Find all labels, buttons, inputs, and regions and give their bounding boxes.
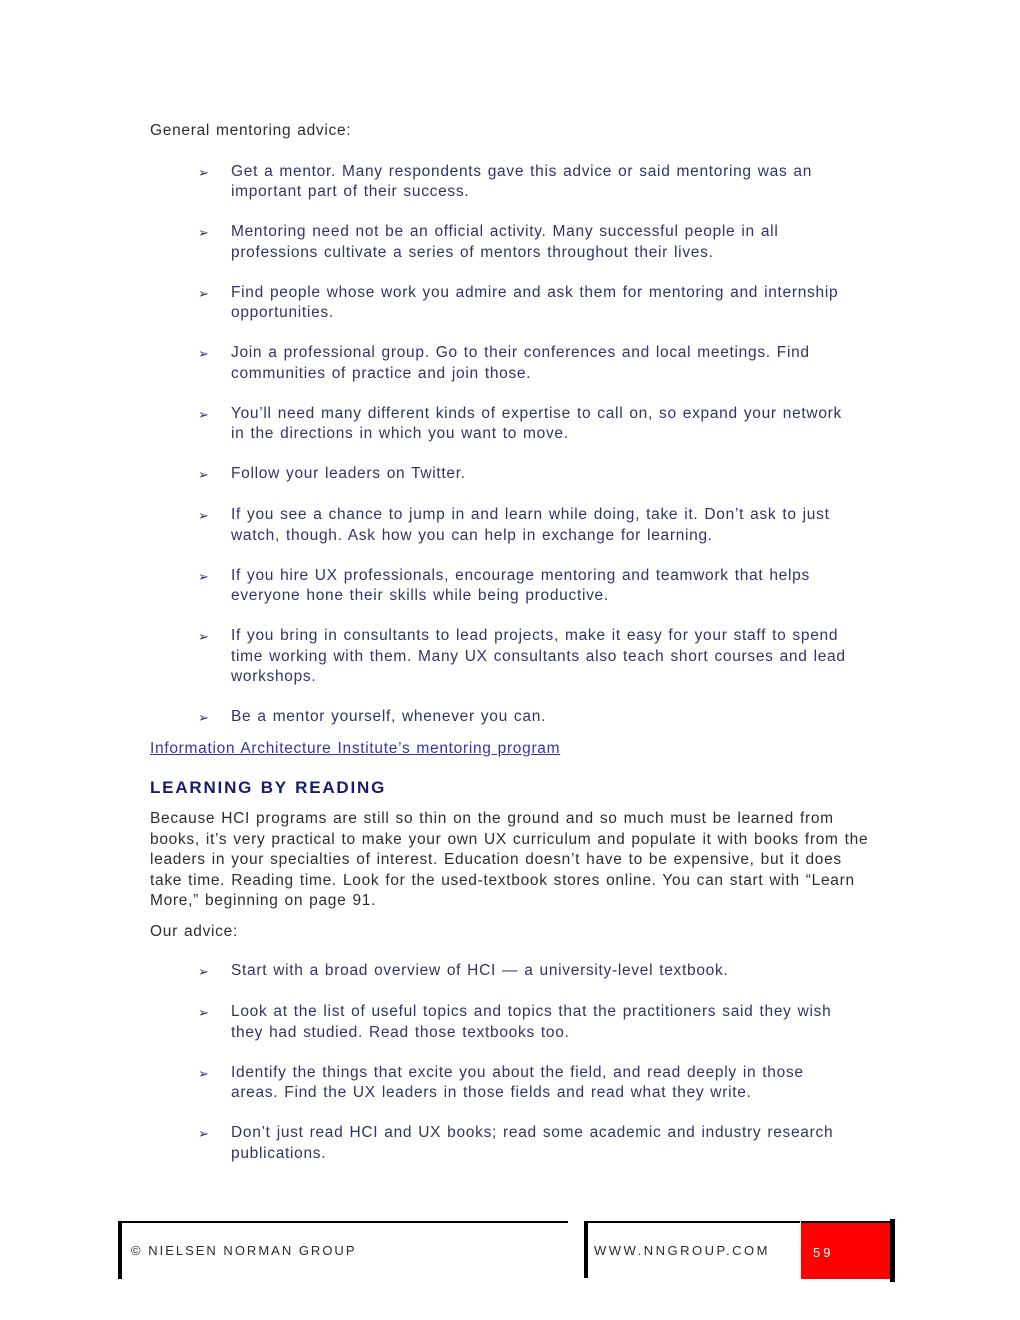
bullet-text: Join a professional group. Go to their conferences and local meetings. Find communities of practice and join those. xyxy=(231,344,810,382)
section-heading: LEARNING BY READING xyxy=(150,778,387,797)
bullet-text: Follow your leaders on Twitter. xyxy=(231,465,466,482)
footer-bar-left xyxy=(118,1221,122,1279)
bullet-text: If you bring in consultants to lead projects, make it easy for your staff to spend time working with them. Many UX consultants also teach short courses and lead workshops. xyxy=(231,627,846,685)
mentoring-advice-list xyxy=(150,162,874,729)
list-item xyxy=(198,505,874,546)
list-item xyxy=(198,566,874,607)
footer-rule-left xyxy=(118,1221,568,1223)
bullet-text: Mentoring need not be an official activity. Many successful people in all professions cultivate a series of mentors throughout their lives. xyxy=(231,223,779,261)
bullet-arrow-icon: ➢ xyxy=(198,164,210,180)
intro-line: General mentoring advice: xyxy=(150,122,352,139)
bullet-text: Be a mentor yourself, whenever you can. xyxy=(231,708,547,725)
bullet-text: Find people whose work you admire and ask them for mentoring and internship opportunities. xyxy=(231,283,839,321)
list-item xyxy=(198,464,874,486)
footer-rule-mid xyxy=(584,1221,800,1223)
mentoring-program-link[interactable]: Information Architecture Institute’s mentoring program xyxy=(150,739,561,757)
list-item xyxy=(198,283,874,324)
bullet-arrow-icon: ➢ xyxy=(198,1005,210,1020)
list-item xyxy=(198,222,874,263)
page-content xyxy=(150,121,874,1164)
our-advice-line: Our advice: xyxy=(150,922,238,940)
footer-website: WWW.NNGROUP.COM xyxy=(594,1243,770,1258)
list-item xyxy=(198,404,874,445)
bullet-arrow-icon: ➢ xyxy=(198,568,210,584)
bullet-text: Identify the things that excite you about the field, and read deeply in those areas. Find the UX leaders in those fields and read what they write. xyxy=(231,1063,804,1101)
page-number: 59 xyxy=(813,1245,834,1260)
bullet-arrow-icon: ➢ xyxy=(198,1126,210,1141)
bullet-text: If you hire UX professionals, encourage mentoring and teamwork that helps everyone hone their skills while being productive. xyxy=(231,566,810,604)
link-line xyxy=(150,739,874,760)
list-item xyxy=(198,961,874,983)
footer-bar-right xyxy=(890,1219,895,1282)
list-item xyxy=(198,162,874,203)
bullet-text: Look at the list of useful topics and topics that the practitioners said they wish they had studied. Read those textbooks too. xyxy=(231,1003,832,1041)
bullet-text: Start with a broad overview of HCI — a university-level textbook. xyxy=(231,962,729,979)
bullet-text: Don’t just read HCI and UX books; read some academic and industry research publications. xyxy=(231,1124,834,1162)
page-number-box xyxy=(801,1221,890,1279)
bullet-arrow-icon: ➢ xyxy=(198,508,210,523)
bullet-text: Get a mentor. Many respondents gave this advice or said mentoring was an important part of their success. xyxy=(231,162,813,200)
bullet-text: You’ll need many different kinds of expertise to call on, so expand your network in the directions in which you want to move. xyxy=(231,404,842,442)
list-item xyxy=(198,1063,874,1104)
bullet-arrow-icon: ➢ xyxy=(198,346,210,361)
bullet-arrow-icon: ➢ xyxy=(198,964,210,979)
bullet-arrow-icon: ➢ xyxy=(198,629,210,644)
body-paragraph: Because HCI programs are still so thin on the ground and so much must be learned from books, it’s very practical to make your own UX curriculum and populate it with books from the leaders in your specialties of interest. Education doesn’t have to be expensive, but it does take time. Reading time. Look for the used-textbook stores online. You can start with “Learn More,” beginning on page 91. xyxy=(150,810,869,909)
list-item xyxy=(198,1002,874,1043)
bullet-arrow-icon: ➢ xyxy=(198,285,210,301)
bullet-arrow-icon: ➢ xyxy=(198,1065,210,1081)
bullet-arrow-icon: ➢ xyxy=(198,467,210,482)
bullet-arrow-icon: ➢ xyxy=(198,225,210,240)
list-item xyxy=(198,1123,874,1164)
list-item xyxy=(198,626,874,688)
bullet-arrow-icon: ➢ xyxy=(198,406,210,422)
bullet-text: If you see a chance to jump in and learn while doing, take it. Don’t ask to just watch, though. Ask how you can help in exchange for learning. xyxy=(231,506,830,544)
list-item xyxy=(198,343,874,384)
list-item xyxy=(198,707,874,729)
footer-copyright: © NIELSEN NORMAN GROUP xyxy=(131,1243,357,1258)
bullet-arrow-icon: ➢ xyxy=(198,710,210,725)
footer-bar-mid xyxy=(584,1221,588,1278)
reading-advice-list xyxy=(150,961,874,1164)
